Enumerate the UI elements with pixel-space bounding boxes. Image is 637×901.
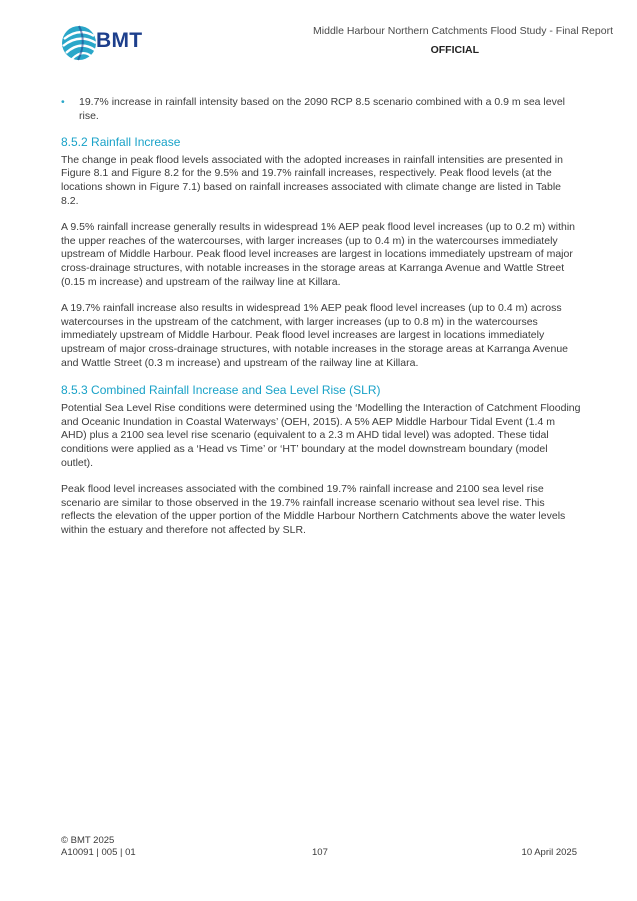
bmt-logo xyxy=(60,22,150,64)
paragraph: A 9.5% rainfall increase generally results in widespread 1% AEP peak flood level increases (up to 0.2 m) within the upper reaches of the watercourses, with larger increases (up to 0.4 m) in the watercourses immediately upstream of Middle Harbour. Peak flood level increases are largest in locations immediately upstream of major cross-drainage structures, with notable increases in the storage areas at Karranga Avenue and Wattle Street (0.15 m increase) and upstream of the railway line at Killara. xyxy=(61,220,575,288)
classification-label: OFFICIAL xyxy=(430,44,479,56)
section-heading-8-5-3: 8.5.3 Combined Rainfall Increase and Sea Level Rise (SLR) xyxy=(61,382,381,397)
paragraph: Potential Sea Level Rise conditions were determined using the ‘Modelling the Interaction of Catchment Flooding and Oceanic Inundation in Coastal Waterways’ (OEH, 2015). A 5% AEP Middle Harbour Tidal Event (1.4 m AHD) plus a 2100 sea level rise scenario (equivalent to a 2.3 m AHD tidal level) was adopted. These tidal conditions were applied as a ‘Head vs Time’ or ‘HT’ boundary at the model downstream boundary (model outlet). xyxy=(61,401,581,469)
report-title: Middle Harbour Northern Catchments Flood Study - Final Report xyxy=(313,25,613,37)
footer-date: 10 April 2025 xyxy=(521,847,577,858)
paragraph: The change in peak flood levels associated with the adopted increases in rainfall intensities are presented in Figure 8.1 and Figure 8.2 for the 9.5% and 19.7% rainfall increases, respectively. Peak flood levels (at the locations shown in Figure 7.1) based on rainfall increases associated with climate change are listed in Table 8.2. xyxy=(61,153,563,207)
footer-page-number: 107 xyxy=(312,847,328,858)
bullet-item xyxy=(61,96,581,124)
paragraph: A 19.7% rainfall increase also results in widespread 1% AEP peak flood level increases (up to 0.4 m) across watercourses in the upstream of the catchment, with larger increases (up to 0.8 m) in the watercourses immediately upstream of Middle Harbour. Peak flood level increases are largest in locations immediately upstream of major cross-drainage structures, with notable increases in the storage areas at Karranga Avenue and Wattle Street (0.3 m increase) and upstream of the railway line at Killara. xyxy=(61,301,568,369)
bmt-globe-icon xyxy=(60,22,100,64)
logo-wordmark: BMT xyxy=(96,29,143,52)
footer-doc-ref: A10091 | 005 | 01 xyxy=(61,847,136,858)
page-content xyxy=(61,96,581,550)
footer-copyright: © BMT 2025 xyxy=(61,835,115,846)
bullet-text: 19.7% increase in rainfall intensity based on the 2090 RCP 8.5 scenario combined with a 0.9 m sea level rise. xyxy=(79,96,566,122)
paragraph: Peak flood level increases associated with the combined 19.7% rainfall increase and 2100 sea level rise scenario are similar to those observed in the 19.7% rainfall increase scenario without sea level rise. This reflects the elevation of the upper portion of the Middle Harbour Northern Catchments above the water levels within the estuary and therefore not affected by SLR. xyxy=(61,482,566,537)
section-heading-8-5-2: 8.5.2 Rainfall Increase xyxy=(61,134,181,149)
bullet-icon: • xyxy=(61,96,65,108)
